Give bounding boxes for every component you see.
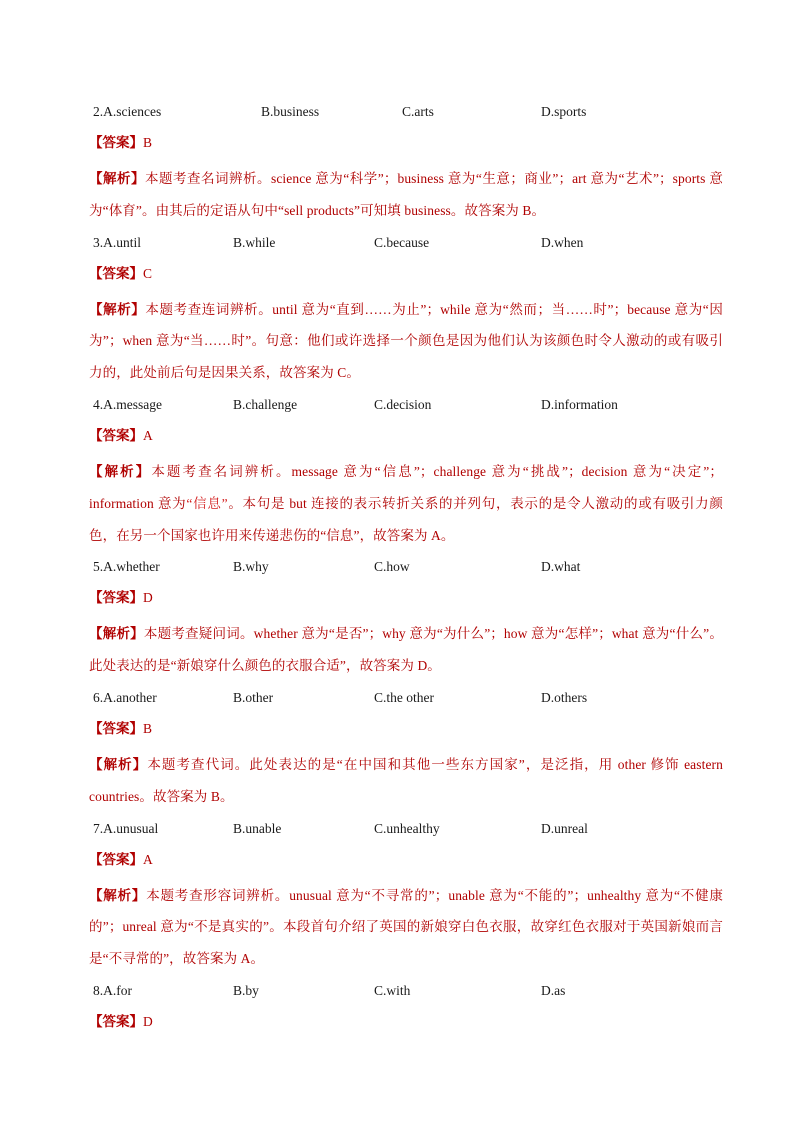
- option-d: D.what: [541, 559, 581, 575]
- question-7-explanation: 【解析】本题考查形容词辨析。unusual 意为“不寻常的”；unable 意为“不能的”；unhealthy 意为“不健康的”；unreal 意为“不是真实的”。本段首句介绍了英国的新娘穿白色衣服，故穿红色衣服对于英国新娘而言是“不寻常的”，故答案为 A。: [89, 887, 723, 967]
- question-8-answer: 【答案】D: [89, 1013, 153, 1029]
- question-6-explanation: 【解析】本题考查代词。此处表达的是“在中国和其他一些东方国家”，是泛指，用 other 修饰 eastern countries。故答案为 B。: [89, 756, 723, 804]
- option-b: B.while: [233, 234, 276, 250]
- option-d: D.others: [541, 689, 588, 705]
- question-4-options: [93, 394, 723, 416]
- question-6-answer: 【答案】B: [89, 720, 153, 736]
- option-b: B.by: [233, 982, 259, 998]
- question-2-answer: 【答案】B: [89, 135, 153, 150]
- option-a: 4.A.message: [93, 396, 162, 412]
- option-d: D.when: [541, 234, 584, 250]
- question-6-options: [93, 687, 723, 709]
- option-a: 7.A.unusual: [93, 820, 159, 836]
- option-a: 6.A.another: [93, 689, 157, 705]
- option-c: C.with: [374, 982, 411, 998]
- question-5-options: [93, 556, 723, 578]
- option-a: 2.A.sciences: [93, 104, 162, 119]
- question-5-answer: 【答案】D: [89, 590, 153, 606]
- question-5-explanation: 【解析】本题考查疑问词。whether 意为“是否”；why 意为“为什么”；how 意为“怎样”；what 意为“什么”。此处表达的是“新娘穿什么颜色的衣服合适”，故答案为 D。: [89, 626, 723, 674]
- question-8-options: [93, 980, 723, 1002]
- question-4-answer: 【答案】A: [89, 427, 153, 443]
- option-b: B.challenge: [233, 396, 298, 412]
- option-c: C.how: [374, 559, 410, 575]
- question-2-explanation: 【解析】本题考查名词辨析。science 意为“科学”；business 意为“生意；商业”；art 意为“艺术”；sports 意为“体育”。由其后的定语从句中“sell products”可知填 business。故答案为 B。: [89, 171, 723, 218]
- option-b: B.business: [261, 104, 320, 119]
- option-d: D.information: [541, 396, 618, 412]
- option-b: B.unable: [233, 820, 282, 836]
- answer-key-content: [89, 101, 724, 1042]
- option-b: B.why: [233, 559, 269, 575]
- option-c: C.decision: [374, 396, 432, 412]
- option-a: 3.A.until: [93, 234, 142, 250]
- option-b: B.other: [233, 689, 274, 705]
- question-7-options: [93, 818, 723, 840]
- question-3-options: [93, 232, 723, 254]
- option-c: C.because: [374, 234, 430, 250]
- question-3-answer: 【答案】C: [89, 265, 153, 281]
- option-a: 8.A.for: [93, 982, 132, 998]
- option-c: C.unhealthy: [374, 820, 440, 836]
- question-2-options: [93, 101, 723, 123]
- option-d: D.sports: [541, 104, 587, 119]
- option-c: C.the other: [374, 689, 434, 705]
- question-7-answer: 【答案】A: [89, 851, 153, 867]
- option-a: 5.A.whether: [93, 559, 160, 575]
- option-d: D.unreal: [541, 820, 588, 836]
- option-c: C.arts: [402, 104, 434, 119]
- question-4-explanation: 【解析】本题考查名词辨析。message 意为“信息”；challenge 意为“挑战”；decision 意为“决定”；information 意为“信息”。本句是 but 连接的表示转折关系的并列句，表示的是令人激动的或有吸引力颜色，在另一个国家也许用来传递悲伤的“信息”，故答案为 A。: [89, 463, 724, 543]
- option-d: D.as: [541, 982, 566, 998]
- question-3-explanation: 【解析】本题考查连词辨析。until 意为“直到……为止”；while 意为“然而；当……时”；because 意为“因为”；when 意为“当……时”。句意：他们或许选择一个颜色是因为他们认为该颜色时令人激动的或有吸引力的，此处前后句是因果关系，故答案为 C。: [89, 301, 724, 381]
